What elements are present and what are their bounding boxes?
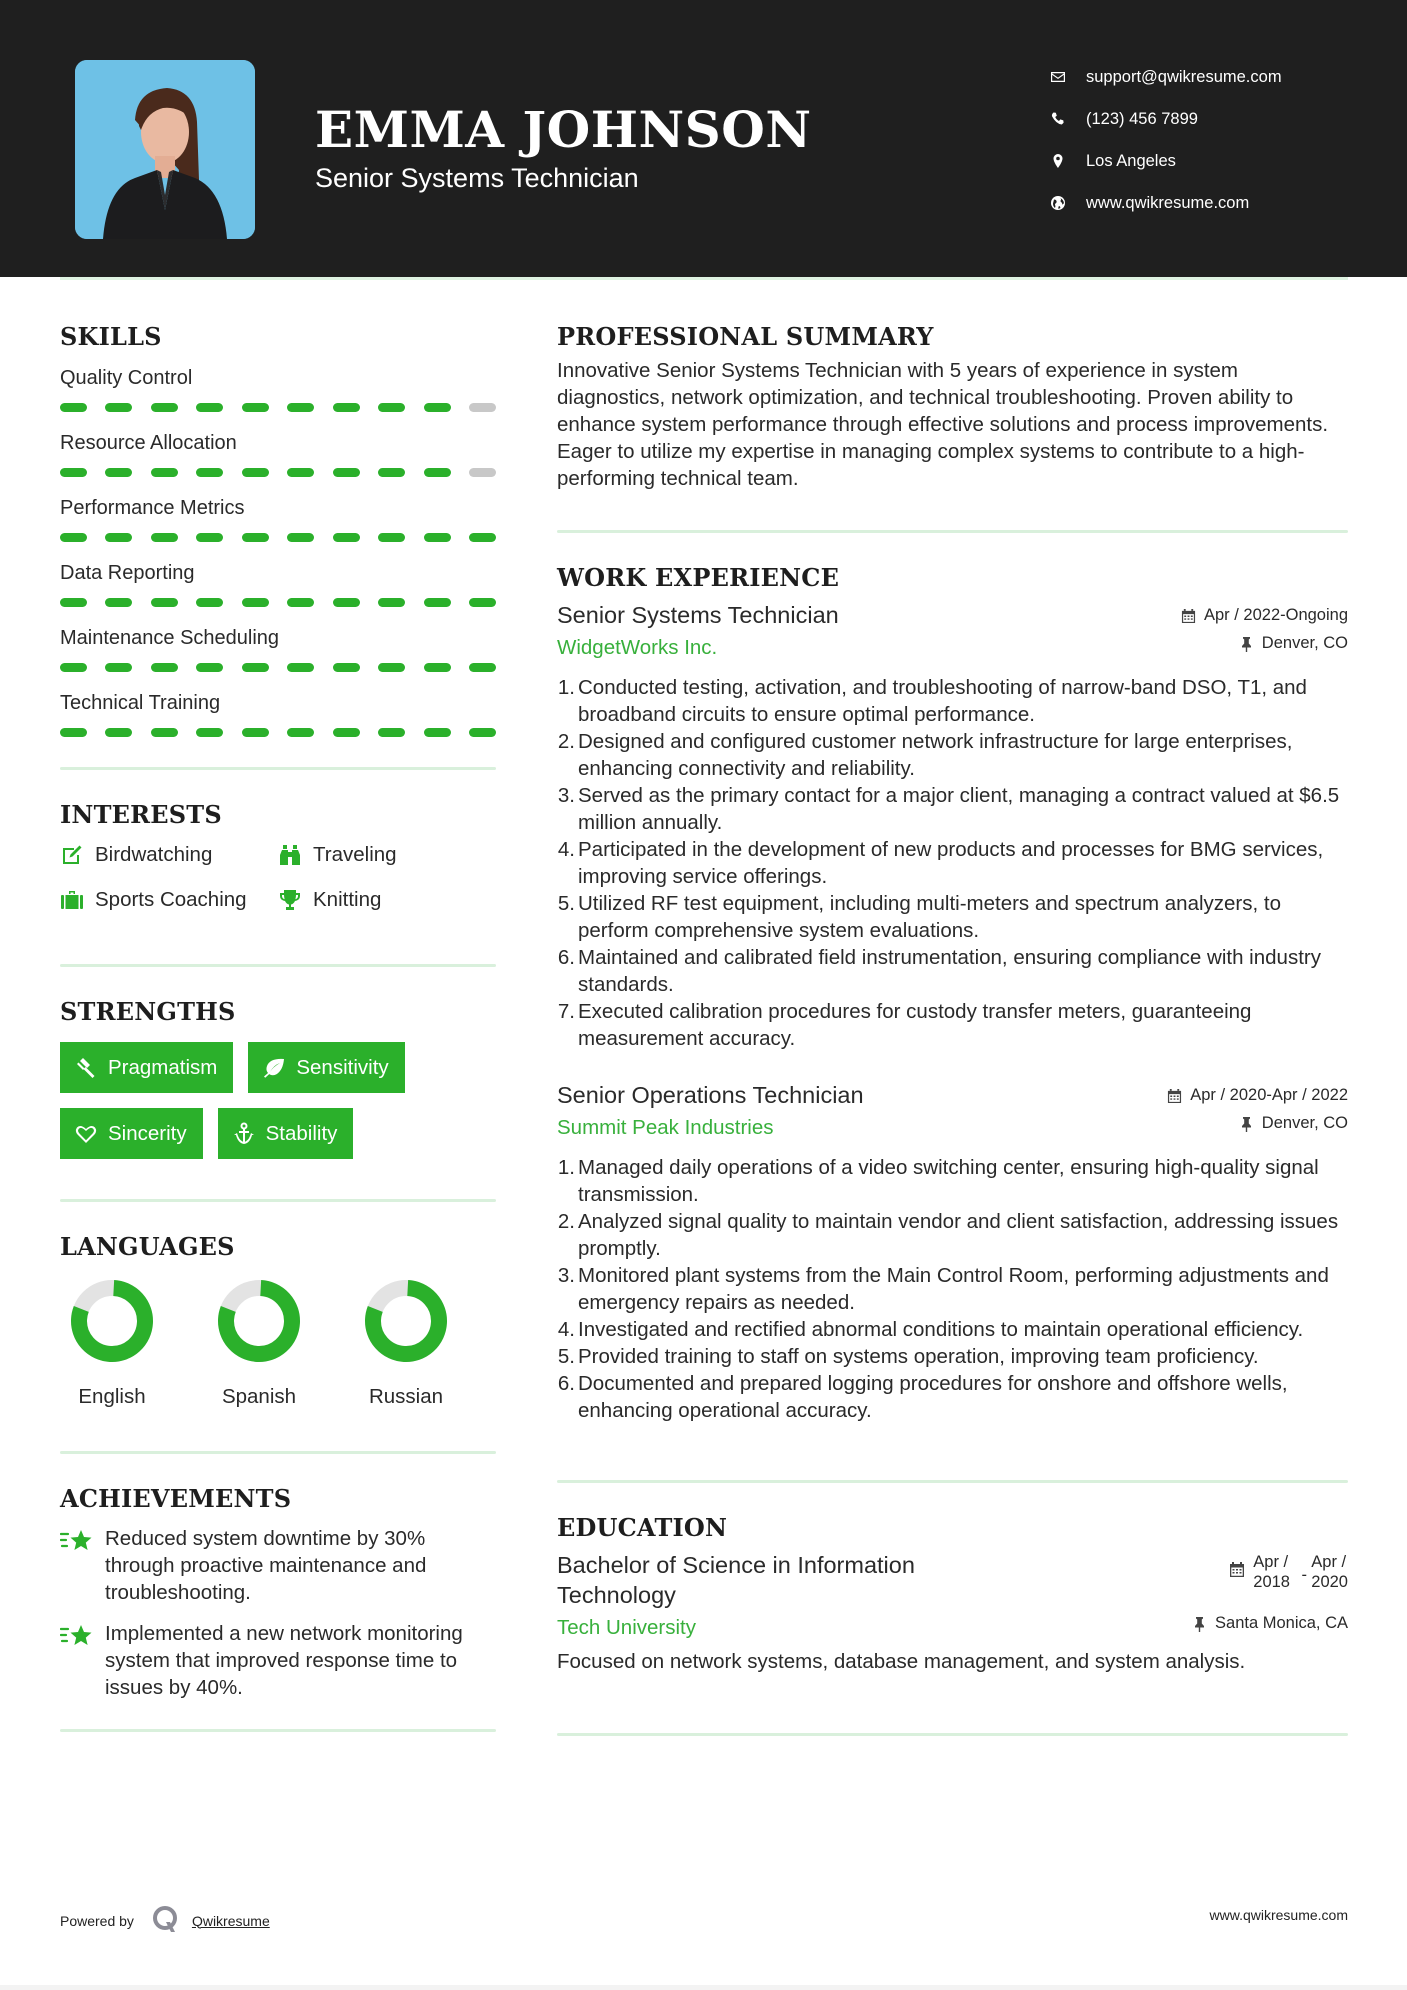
- calendar-icon: [1181, 608, 1196, 624]
- skill-item: [60, 363, 496, 428]
- responsibility-text: Participated in the development of new products and processes for BMG services, improving service offerings.: [578, 838, 1324, 888]
- skill-item: [60, 428, 496, 493]
- strengths-heading: STRENGTHS: [60, 997, 236, 1026]
- achievements-list: [60, 1525, 496, 1701]
- item-number: 5.: [557, 1345, 575, 1368]
- language-name: English: [78, 1385, 146, 1408]
- skill-segment-filled: [469, 663, 496, 672]
- skill-segment-filled: [333, 533, 360, 542]
- strength-label: Sincerity: [108, 1121, 187, 1145]
- school-name: Tech University: [557, 1616, 696, 1639]
- experience-section: [557, 563, 1348, 1424]
- education-start: [1253, 1552, 1297, 1592]
- degree-title: Bachelor of Science in Information Technology: [557, 1552, 915, 1608]
- skill-level-bar: [60, 458, 496, 493]
- responsibility-item: [557, 1208, 1348, 1262]
- skill-segment-empty: [469, 403, 496, 412]
- job-location: [1239, 1114, 1348, 1133]
- language-item: [70, 1279, 154, 1409]
- strength-label: Pragmatism: [108, 1055, 218, 1079]
- job-dates-text: Apr / 2022-Ongoing: [1203, 606, 1348, 624]
- language-item: [217, 1279, 301, 1409]
- section-divider: [60, 1199, 496, 1202]
- skill-segment-filled: [196, 403, 223, 412]
- skill-segment-filled: [424, 468, 451, 477]
- end-month: Apr /: [1311, 1553, 1347, 1571]
- education-end: [1311, 1552, 1348, 1592]
- skill-segment-filled: [105, 468, 132, 477]
- responsibility-text: Provided training to staff on systems operation, improving team proficiency.: [578, 1345, 1259, 1368]
- skill-name: Quality Control: [60, 367, 193, 389]
- section-divider: [60, 1451, 496, 1454]
- languages-section: [60, 1232, 496, 1409]
- qwikresume-link[interactable]: Qwikresume: [191, 1912, 270, 1929]
- strength-label: Sensitivity: [296, 1055, 389, 1079]
- responsibility-text: Monitored plant systems from the Main Control Room, performing adjustments and emergency repairs as needed.: [578, 1264, 1329, 1314]
- skill-name: Resource Allocation: [60, 432, 237, 454]
- skill-segment-filled: [60, 663, 87, 672]
- skill-segment-filled: [424, 663, 451, 672]
- contact-website-text: www.qwikresume.com: [1086, 193, 1250, 212]
- language-donut-chart: [70, 1279, 154, 1363]
- job-dates: [1181, 606, 1348, 625]
- qwikresume-logo-icon: [150, 1904, 180, 1937]
- section-divider: [60, 964, 496, 967]
- section-divider: [557, 1480, 1348, 1483]
- skill-segment-filled: [287, 533, 314, 542]
- footer-powered-by: [60, 1904, 270, 1937]
- education-subheader: [557, 1614, 1348, 1642]
- shooting-star-icon: [60, 1525, 105, 1606]
- skill-level-bar: [60, 523, 496, 558]
- interest-label: Birdwatching: [95, 843, 213, 866]
- strength-badge: [60, 1042, 233, 1093]
- section-divider: [557, 1733, 1348, 1736]
- responsibility-item: [557, 1316, 1348, 1343]
- globe-icon: [1050, 195, 1086, 211]
- responsibility-text: Documented and prepared logging procedures for onshore and offshore wells, enhancing operational accuracy.: [578, 1372, 1288, 1422]
- skill-segment-filled: [333, 728, 360, 737]
- contact-phone[interactable]: [1050, 98, 1282, 140]
- item-number: 2.: [557, 730, 575, 753]
- language-name: Spanish: [221, 1385, 297, 1408]
- skills-heading: SKILLS: [60, 322, 162, 351]
- section-divider: [60, 1729, 496, 1732]
- interests-heading: INTERESTS: [60, 800, 222, 829]
- skill-segment-filled: [333, 468, 360, 477]
- strengths-list: [60, 1042, 496, 1159]
- skill-item: [60, 493, 496, 558]
- item-number: 3.: [557, 784, 575, 807]
- skill-segment-filled: [60, 598, 87, 607]
- skill-segment-filled: [469, 728, 496, 737]
- skill-segment-filled: [378, 663, 405, 672]
- skill-segment-filled: [378, 403, 405, 412]
- summary-section: [557, 322, 1348, 492]
- gavel-icon: [74, 1056, 108, 1080]
- education-header: [557, 1550, 1348, 1610]
- responsibility-text: Investigated and rectified abnormal conditions to maintain operational efficiency.: [578, 1318, 1304, 1341]
- skill-segment-filled: [105, 533, 132, 542]
- contact-location: [1050, 140, 1282, 182]
- contact-email[interactable]: [1050, 56, 1282, 98]
- responsibility-text: Designed and configured customer network infrastructure for large enterprises, enhancing connectivity and reliability.: [578, 730, 1293, 780]
- skill-segment-filled: [196, 598, 223, 607]
- skill-level-bar: [60, 393, 496, 428]
- achievements-section: [60, 1484, 496, 1701]
- job-subheader: [557, 1114, 1348, 1142]
- skill-segment-filled: [196, 728, 223, 737]
- language-name: Russian: [368, 1385, 444, 1408]
- interests-section: [60, 800, 496, 914]
- start-month: Apr /: [1253, 1553, 1289, 1571]
- contact-location-text: Los Angeles: [1086, 151, 1176, 170]
- date-separator: -: [1301, 1566, 1308, 1584]
- job-location-text: Denver, CO: [1261, 1114, 1348, 1132]
- candidate-title: Senior Systems Technician: [315, 163, 639, 193]
- job-responsibilities: [557, 674, 1348, 1052]
- responsibility-text: Executed calibration procedures for custody transfer meters, guaranteeing measurement accuracy.: [578, 1000, 1252, 1050]
- skill-segment-filled: [333, 663, 360, 672]
- calendar-icon: [1167, 1088, 1182, 1104]
- skill-item: [60, 623, 496, 688]
- company-name: Summit Peak Industries: [557, 1116, 774, 1139]
- skill-segment-filled: [333, 403, 360, 412]
- shooting-star-icon: [60, 1620, 105, 1701]
- skill-segment-empty: [469, 468, 496, 477]
- skill-segment-filled: [378, 533, 405, 542]
- skill-segment-filled: [105, 728, 132, 737]
- skills-section: [60, 322, 496, 753]
- job-header: [557, 1080, 1348, 1110]
- skill-segment-filled: [424, 533, 451, 542]
- job-location: [1239, 634, 1348, 653]
- languages-list: [70, 1279, 496, 1409]
- language-donut-chart: [364, 1279, 448, 1363]
- responsibility-item: [557, 1262, 1348, 1316]
- skill-segment-filled: [287, 403, 314, 412]
- item-number: 5.: [557, 892, 575, 915]
- skill-segment-filled: [378, 468, 405, 477]
- skill-segment-filled: [242, 663, 269, 672]
- skill-segment-filled: [469, 598, 496, 607]
- interest-label: Traveling: [313, 843, 397, 866]
- skill-segment-filled: [196, 468, 223, 477]
- resume-header: [0, 0, 1407, 277]
- achievement-text: Implemented a new network monitoring system that improved response time to issues by 40%.: [105, 1622, 463, 1699]
- skill-segment-filled: [151, 403, 178, 412]
- language-donut-chart: [217, 1279, 301, 1363]
- profile-photo: [75, 60, 255, 239]
- skill-name: Technical Training: [60, 692, 221, 714]
- end-year: 2020: [1311, 1573, 1348, 1591]
- contact-email-text: support@qwikresume.com: [1086, 67, 1282, 86]
- job-entry: [557, 600, 1348, 1052]
- skill-segment-filled: [105, 598, 132, 607]
- responsibility-item: [557, 1154, 1348, 1208]
- contact-website[interactable]: [1050, 182, 1282, 224]
- job-entry: [557, 1080, 1348, 1424]
- anchor-icon: [232, 1122, 266, 1146]
- responsibility-text: Maintained and calibrated field instrumentation, ensuring compliance with industry standards.: [578, 946, 1321, 996]
- page-bottom-edge: [0, 1985, 1407, 1990]
- calendar-icon: [1229, 1561, 1245, 1583]
- pin-icon: [1239, 1116, 1254, 1132]
- jobs-list: [557, 600, 1348, 1424]
- strength-badge: [60, 1108, 203, 1159]
- education-location: [1192, 1614, 1348, 1633]
- interest-item: [60, 886, 278, 914]
- job-subheader: [557, 634, 1348, 662]
- section-divider: [557, 530, 1348, 533]
- section-divider: [60, 767, 496, 770]
- job-header: [557, 600, 1348, 630]
- responsibility-item: [557, 782, 1348, 836]
- right-column: [557, 322, 1348, 1736]
- responsibility-item: [557, 728, 1348, 782]
- leaf-icon: [262, 1056, 296, 1080]
- interest-item: [60, 841, 278, 869]
- responsibility-text: Served as the primary contact for a major client, managing a contract valued at $6.5 million annually.: [578, 784, 1340, 834]
- responsibility-item: [557, 1370, 1348, 1424]
- education-dates: [1229, 1552, 1348, 1592]
- responsibility-text: Managed daily operations of a video switching center, ensuring high-quality signal transmission.: [578, 1156, 1319, 1206]
- responsibility-item: [557, 890, 1348, 944]
- skill-name: Performance Metrics: [60, 497, 245, 519]
- skill-segment-filled: [60, 403, 87, 412]
- skill-name: Data Reporting: [60, 562, 195, 584]
- interests-list: [60, 841, 496, 914]
- skill-segment-filled: [378, 728, 405, 737]
- edit-icon: [60, 843, 95, 867]
- achievement-item: [60, 1620, 496, 1701]
- left-column: [60, 322, 496, 1732]
- skill-segment-filled: [151, 663, 178, 672]
- language-item: [364, 1279, 448, 1409]
- skill-segment-filled: [287, 728, 314, 737]
- skill-segment-filled: [242, 728, 269, 737]
- contact-list: [1050, 56, 1282, 224]
- strength-badge: [218, 1108, 354, 1159]
- skill-segment-filled: [378, 598, 405, 607]
- responsibility-item: [557, 998, 1348, 1052]
- skill-segment-filled: [105, 663, 132, 672]
- responsibility-item: [557, 836, 1348, 890]
- responsibility-text: Utilized RF test equipment, including multi-meters and spectrum analyzers, to perform comprehensive system evaluations.: [578, 892, 1281, 942]
- pin-icon: [1239, 636, 1254, 652]
- skill-segment-filled: [424, 598, 451, 607]
- skill-segment-filled: [60, 728, 87, 737]
- responsibility-item: [557, 944, 1348, 998]
- skill-segment-filled: [242, 598, 269, 607]
- skill-segment-filled: [60, 468, 87, 477]
- skill-segment-filled: [196, 663, 223, 672]
- job-dates: [1167, 1086, 1348, 1105]
- education-heading: EDUCATION: [557, 1513, 728, 1542]
- skill-segment-filled: [105, 403, 132, 412]
- phone-icon: [1050, 111, 1086, 127]
- skill-segment-filled: [287, 598, 314, 607]
- interest-item: [278, 841, 478, 869]
- skill-segment-filled: [242, 533, 269, 542]
- responsibility-text: Analyzed signal quality to maintain vendor and client satisfaction, addressing issues promptly.: [578, 1210, 1339, 1260]
- strength-label: Stability: [265, 1121, 338, 1145]
- skill-segment-filled: [151, 728, 178, 737]
- responsibility-item: [557, 1343, 1348, 1370]
- responsibility-item: [557, 674, 1348, 728]
- binoculars-icon: [278, 843, 313, 867]
- item-number: 4.: [557, 1318, 575, 1341]
- skills-list: [60, 363, 496, 753]
- item-number: 1.: [557, 1156, 575, 1179]
- envelope-icon: [1050, 69, 1086, 85]
- skill-segment-filled: [287, 468, 314, 477]
- experience-heading: WORK EXPERIENCE: [557, 563, 840, 592]
- skill-segment-filled: [242, 403, 269, 412]
- achievement-text: Reduced system downtime by 30% through proactive maintenance and troubleshooting.: [105, 1527, 427, 1604]
- start-year: 2018: [1253, 1573, 1290, 1591]
- skill-level-bar: [60, 588, 496, 623]
- footer-website[interactable]: www.qwikresume.com: [1209, 1907, 1348, 1923]
- pin-icon: [1192, 1616, 1207, 1632]
- skill-segment-filled: [424, 403, 451, 412]
- item-number: 4.: [557, 838, 575, 861]
- summary-heading: PROFESSIONAL SUMMARY: [557, 322, 934, 351]
- interest-item: [278, 886, 478, 914]
- skill-segment-filled: [151, 598, 178, 607]
- education-location-text: Santa Monica, CA: [1215, 1614, 1348, 1632]
- languages-heading: LANGUAGES: [60, 1232, 235, 1261]
- skill-item: [60, 558, 496, 623]
- candidate-name: EMMA JOHNSON: [315, 100, 812, 159]
- skill-name: Maintenance Scheduling: [60, 627, 280, 649]
- item-number: 1.: [557, 676, 575, 699]
- skill-segment-filled: [151, 533, 178, 542]
- contact-phone-text: (123) 456 7899: [1086, 109, 1198, 128]
- education-description: Focused on network systems, database management, and system analysis.: [557, 1650, 1246, 1673]
- item-number: 7.: [557, 1000, 575, 1023]
- powered-by-label: Powered by: [60, 1912, 134, 1929]
- achievement-item: [60, 1525, 496, 1606]
- skill-level-bar: [60, 653, 496, 688]
- strengths-section: [60, 997, 496, 1159]
- item-number: 3.: [557, 1264, 575, 1287]
- skill-segment-filled: [287, 663, 314, 672]
- company-name: WidgetWorks Inc.: [557, 636, 718, 659]
- skill-segment-filled: [196, 533, 223, 542]
- summary-text: Innovative Senior Systems Technician with 5 years of experience in system diagnostics, network optimization, and technical troubleshooting. Proven ability to enhance system performance through effective solutions and process improvements. Eager to utilize my expertise in managing complex systems to contribute to a high-performing technical team.: [557, 359, 1329, 490]
- skill-segment-filled: [242, 468, 269, 477]
- skill-segment-filled: [424, 728, 451, 737]
- skill-item: [60, 688, 496, 753]
- skill-segment-filled: [333, 598, 360, 607]
- map-marker-icon: [1050, 153, 1086, 169]
- job-location-text: Denver, CO: [1261, 634, 1348, 652]
- responsibility-text: Conducted testing, activation, and troubleshooting of narrow-band DSO, T1, and broadband circuits to ensure optimal performance.: [578, 676, 1307, 726]
- job-role: Senior Operations Technician: [557, 1082, 864, 1108]
- job-role: Senior Systems Technician: [557, 602, 839, 628]
- job-dates-text: Apr / 2020-Apr / 2022: [1190, 1086, 1348, 1104]
- strength-badge: [248, 1042, 404, 1093]
- skill-segment-filled: [469, 533, 496, 542]
- suitcase-icon: [60, 888, 95, 912]
- job-responsibilities: [557, 1154, 1348, 1424]
- heart-icon: [74, 1122, 108, 1146]
- interest-label: Knitting: [313, 888, 382, 911]
- education-section: [557, 1513, 1348, 1675]
- header-divider: [60, 277, 1348, 280]
- item-number: 6.: [557, 946, 575, 969]
- interest-label: Sports Coaching: [95, 888, 247, 911]
- skill-level-bar: [60, 718, 496, 753]
- item-number: 6.: [557, 1372, 575, 1395]
- item-number: 2.: [557, 1210, 575, 1233]
- skill-segment-filled: [60, 533, 87, 542]
- skill-segment-filled: [151, 468, 178, 477]
- trophy-icon: [278, 888, 313, 912]
- achievements-heading: ACHIEVEMENTS: [60, 1484, 292, 1513]
